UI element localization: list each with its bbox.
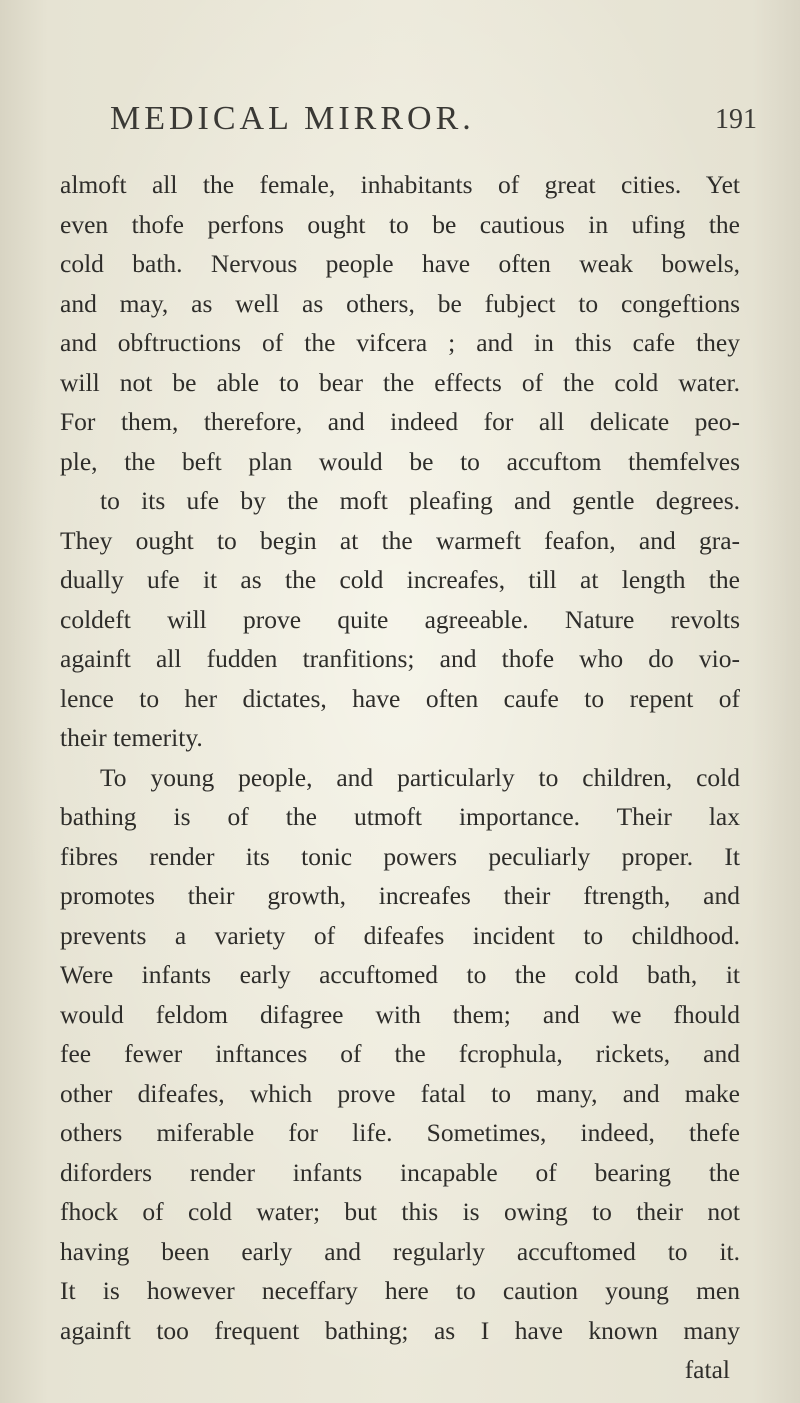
text-line: other difeafes, which prove fatal to many, and make [60,1078,740,1108]
text-line: their temerity. [60,723,203,752]
text-line: cold bath. Nervous people have often weak bowels, [60,249,740,278]
text-line: It is however neceffary here to caution young men [60,1276,740,1305]
text-line: to its ufe by the moft pleafing and gentle degrees. [100,486,740,515]
catchword: fatal [684,1355,730,1384]
text-line: dually ufe it as the cold increafes, till at length the [60,565,740,594]
text-line: For them, therefore, and indeed for all delicate peo- [60,407,740,436]
text-line: fee fewer inftances of the fcrophula, rickets, and [60,1039,740,1068]
body-text [60,165,740,1390]
text-line: others miferable for life. Sometimes, indeed, thefe [60,1118,740,1147]
text-line: prevents a variety of difeafes incident to childhood. [60,920,740,950]
text-line: They ought to begin at the warmeft feafon, and gra- [60,525,740,555]
text-line: promotes their growth, increafes their ftrength, and [60,881,740,910]
text-line: coldeft will prove quite agreeable. Nature revolts [60,604,740,634]
text-line: againft all fudden tranfitions; and thofe who do vio- [60,644,740,673]
text-line: lence to her dictates, have often caufe to repent of [60,683,740,713]
text-line: bathing is of the utmoft importance. Their lax [60,802,740,831]
text-line: will not be able to bear the effects of the cold water. [60,367,740,397]
text-line: diforders render infants incapable of bearing the [60,1157,740,1187]
text-line: fhock of cold water; but this is owing to their not [60,1197,740,1226]
page-number: 191 [715,104,757,135]
running-title: MEDICAL MIRROR. [110,100,475,137]
text-line: Were infants early accuftomed to the cold bath, it [60,960,740,989]
text-line: againft too frequent bathing; as I have known many [60,1315,740,1345]
running-head [0,100,800,150]
text-line: ple, the beft plan would be to accuftom themfelves [60,446,740,476]
text-line: would feldom difagree with them; and we fhould [60,999,740,1029]
text-line: having been early and regularly accuftomed to it. [60,1236,740,1266]
text-line: almoft all the female, inhabitants of great cities. Yet [60,170,740,199]
text-line: and obftructions of the vifcera ; and in this cafe they [60,328,740,357]
text-line: To young people, and particularly to children, cold [100,762,740,792]
text-line: and may, as well as others, be fubject to congeftions [60,288,740,318]
text-line: even thofe perfons ought to be cautious in ufing the [60,209,740,239]
text-line: fibres render its tonic powers peculiarly proper. It [60,841,740,871]
